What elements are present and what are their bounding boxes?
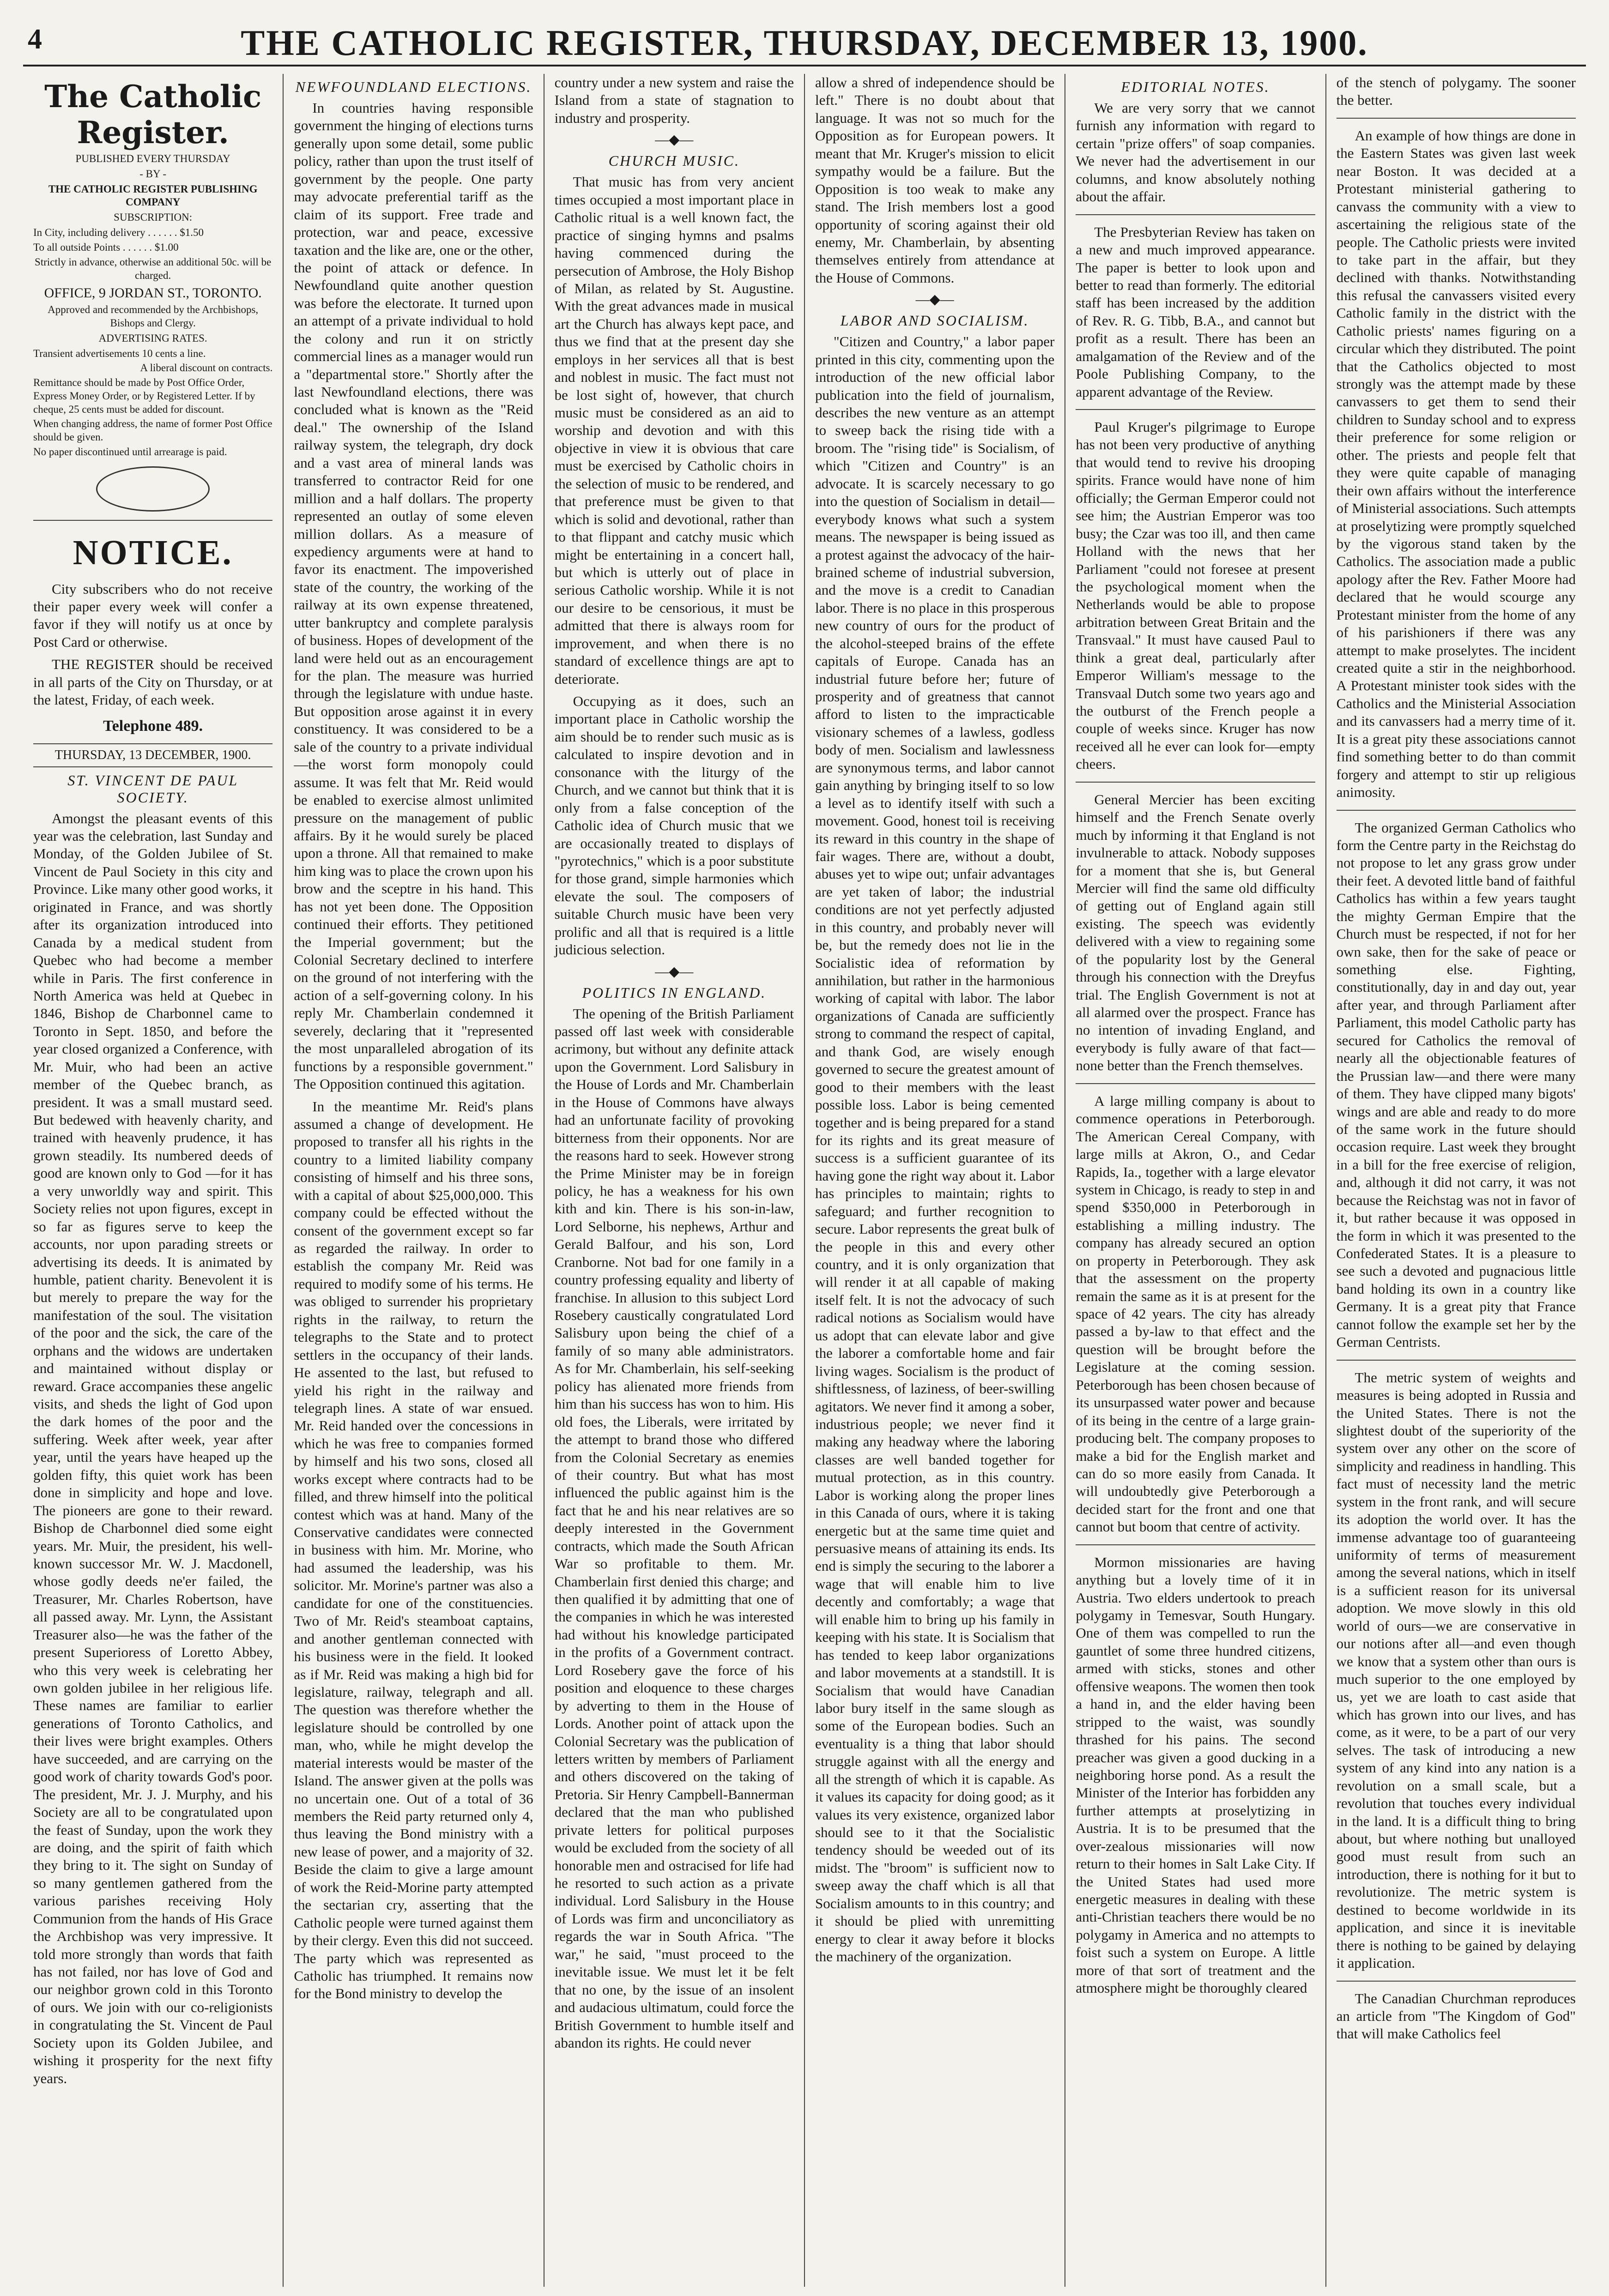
telephone-line: Telephone 489. — [103, 717, 203, 735]
divider — [1076, 214, 1315, 215]
divider — [1076, 1083, 1315, 1084]
column-5 — [1065, 74, 1326, 2287]
adv-line: Remittance should be made by Post Office Order, Express Money Order, or by Registered Letter. If by cheque, 25 cents must be added for discount. — [33, 377, 255, 415]
divider — [33, 520, 272, 521]
adv-line: Transient advertisements 10 cents a line. — [33, 347, 206, 359]
article-paragraph: The organized German Catholics who form the Centre party in the Reichstag do not propose to let any grass grow under their feet. A devoted little band of faithful Catholics has within a few years taught the mighty German Empire that the Church must be respected, if not for her own sake, then for the sake of peace or something else. Fighting, constitutionally, day in and day out, year after year, and through Parliament after Parliament, this model Catholic party has secured for Catholics the removal of nearly all the objectionable features of the Prussian law—and there were many of them. They have clipped many bigots' wings and are able and ready to do more of the same work in the future should occasion require. Last week they brought in a bill for the free exercise of religion, and, although it did not carry, it was not because the Reichstag was not in favor of it, but rather because it was opposed in the form in which it was presented to the Confederated States. It is a pleasure to see such a devoted and pugnacious little band holding its own in a country like Germany. It is a great pity that France cannot follow the example set her by the German Centrists. — [1336, 819, 1576, 1350]
divider — [1076, 782, 1315, 783]
article-paragraph: Amongst the pleasant events of this year was the celebration, last Sunday and Monday, of the Golden Jubilee of St. Vincent de Paul Society in this city and Province. Like many other good works, it originated in France, and was shortly after its organization introduced into Canada by a medical student from Quebec who had become a member while in Paris. The first conference in North America was held at Quebec in 1846, Bishop de Charbonnel came to Toronto in Sept. 1850, and before the year closed organized a Conference, with Mr. Muir, who had been an active member of the Quebec branch, as president. It was a small mustard seed. But bedewed with heavenly charity, and trained with heavenly prudence, it has grown steadily. Its numbered deeds of good are known only to God —for it has a very unworldly way and spirit. This Society relies not upon figures, except in so far as figures serve to keep the accounts, nor upon parading streets or advertising its deeds. It is animated by humble, patient charity. Benevolent it is but merely to prepare the way for the manifestation of the soul. The visitation of the poor and the sick, the care of the orphans and the widows are undertaken and maintained without display or reward. Grace accompanies these angelic visits, and sheds the light of God upon the dark homes of the poor and the suffering. Week after week, year after year, until the years have heaped up the golden fifty, this quiet work has been done in simplicity and hope and love. The pioneers are gone to their reward. Bishop de Charbonnel died some eight years. Mr. Muir, the president, his well-known successor Mr. W. J. Macdonell, whose godly deeds ne'er failed, the Treasurer, Mr. Charles Robertson, have all passed away. Mr. Lynn, the Assistant Treasurer also—he was the father of the present Superioress of Loretto Abbey, who this very week is celebrating her own golden jubilee in her religious life. These names are familiar to earlier generations of Toronto Catholics, and their lives were bright examples. Others have succeeded, and are carrying on the good work of charity towards God's poor. The president, Mr. J. J. Murphy, and his Society are all to be congratulated upon the feast of Sunday, upon the work they are doing, and the spirit of faith which they bring to it. The sight on Sunday of so many gentlemen gathered from the various parishes receiving Holy Communion from the hands of His Grace the Archbishop was very impressive. It told more strongly than words that faith has not failed, nor has love of God and our neighbor grown cold in this Toronto of ours. We join with our co-religionists in congratulating the St. Vincent de Paul Society upon its Golden Jubilee, and wishing it prosperity for the next fifty years. — [33, 810, 273, 2086]
article-heading: POLITICS IN ENGLAND. — [582, 984, 767, 1001]
masthead — [23, 18, 1586, 66]
article-paragraph: General Mercier has been exciting himself and the French Senate overly much by informing it that England is not invulnerable to attack. Nobody supposes for a moment that she is, but General Mercier will find the same old difficulty of getting out of England again still existing. The speech was evidently delivered with a view to regaining some of the popularity lost by the General through his connection with the Dreyfus trial. The English Government is not at all alarmed over the prospect. France has no intention of invading England, and everybody is fully aware of that fact—none better than the French themselves. — [1076, 791, 1315, 1074]
article-paragraph: An example of how things are done in the Eastern States was given last week near Boston. It was decided at a Protestant ministerial gathering to canvass the community with a view to ascertaining the religious state of the people. The Catholic priests were invited to take part in the affair, but they declined with thanks. Notwithstanding this refusal the canvassers visited every Catholic family in the district with the Catholic priests' names figuring on a circular which they distributed. The point that the Catholics objected to most strongly was the attempt made by these canvassers to get them to send their children to Sunday school and to express their preference for some religion or other. The priests and people felt that they were quite capable of managing their own affairs without the interference of Ministerial associations. Such attempts at proselytizing were promptly squelched by the vigorous stand taken by the Catholics. The association made a public apology after the Rev. Father Moore had declared that he would scourge any Protestant minister from the home of any of his parishioners if there was any attempt to make proselytes. The incident created quite a stir in the neighborhood. A Protestant minister took sides with the Catholics and the Ministerial Association and its canvassers had a merry time of it. It is a great pity these associations cannot find something better to do than commit forgery and attempt to stir up religious animosity. — [1336, 127, 1576, 801]
divider — [1337, 118, 1576, 119]
divider — [1337, 1360, 1576, 1361]
divider — [1076, 1544, 1315, 1545]
divider — [1337, 810, 1576, 811]
by-line: - BY - — [139, 168, 167, 180]
divider — [1337, 1981, 1576, 1982]
page-number: 4 — [28, 24, 42, 55]
sub-outside: To all outside Points . . . . . . $1.00 — [33, 241, 179, 253]
article-paragraph: Paul Kruger's pilgrimage to Europe has not been very productive of anything that would tend to revive his drooping spirits. France would have none of him officially; the German Emperor could not see him; the Austrian Emperor was too busy; the Czar was too ill, and then came Holland with the news that her Parliament "could not foresee at present the psychological moment when the Netherlands would be able to propose arbitration between Great Britain and the Transvaal." It must have caused Paul to think a great deal, particularly after Emperor William's message to the Transvaal Dutch some two years ago and the outburst of the French people a couple of weeks since. Kruger has now received all he ever can look for—empty cheers. — [1076, 419, 1315, 772]
company-line: THE CATHOLIC REGISTER PUBLISHING COMPANY — [48, 183, 258, 208]
adv-line: A liberal discount on contracts. — [140, 362, 273, 374]
subscription-head: SUBSCRIPTION: — [114, 211, 193, 223]
article-paragraph: We are very sorry that we cannot furnish any information with regard to certain "prize offers" of soap companies. We never had the advertisement in our columns, and know absolutely nothing about the affair. — [1076, 100, 1315, 205]
office-line: OFFICE, 9 JORDAN ST., TORONTO. — [44, 285, 262, 301]
article-heading: LABOR AND SOCIALISM. — [840, 312, 1029, 329]
ornament-divider: —◆— — [655, 964, 694, 979]
notice-text: THE REGISTER should be received in all parts of the City on Thursday, or at the latest, Friday, of each week. — [33, 656, 273, 708]
ornamental-seal — [96, 466, 210, 512]
sub-city: In City, including delivery . . . . . . $1.50 — [33, 226, 204, 238]
article-paragraph: Mormon missionaries are having anything but a lovely time of it in Austria. Two elders undertook to preach polygamy in Temesvar, South Hungary. One of them was compelled to run the gauntlet of some three hundred citizens, armed with sticks, stones and other offensive weapons. The women then took a hand in, and the elder having been stripped to the waist, was soundly thrashed for his pains. The second preacher was given a good ducking in a neighboring horse pond. As a result the Minister of the Interior has forbidden any further attempts at proselytizing in Austria. It is to be presumed that the over-zealous missionaries will now return to their homes in Salt Lake City. If the United States had used more energetic measures in dealing with these anti-Christian teachers there would be no polygamy in America and no attempts to foist such a system on Europe. A little more of that sort of treatment and the atmosphere might be thoroughly cleared — [1076, 1554, 1315, 1996]
sub-note: Strictly in advance, otherwise an additional 50c. will be charged. — [35, 256, 272, 281]
article-paragraph: That music has from very ancient times occupied a most important place in Catholic ritual is a well known fact, the practice of singing hymns and psalms having commenced during the persecution of Ambrose, the Holy Bishop of Milan, as related by St. Augustine. With the great advances made in musical art the Church has always kept pace, and thus we find that at the present day she employs in her services all that is best and noblest in music. The fact must not be lost sight of, however, that church music must be considered as an aid to worship and devotion and with this objective in view it is obvious that care must be exercised by Catholic choirs in the selection of music to be rendered, and that preference must be given to that which is solid and devotional, rather than to that flippant and catchy music which might be entertaining in a concert hall, but which is utterly out of place in serious Catholic worship. While it is not our desire to be censorious, it must be admitted that there is always room for improvement, and when there is no standard of excellence things are apt to deteriorate. — [554, 174, 794, 687]
masthead-title: THE CATHOLIC REGISTER, THURSDAY, DECEMBER 13, 1900. — [241, 23, 1368, 63]
ornament-divider: —◆— — [655, 132, 694, 148]
column-2 — [284, 74, 544, 2287]
column-3 — [544, 74, 805, 2287]
ornament-divider: —◆— — [915, 292, 954, 307]
adv-line: When changing address, the name of former Post Office should be given. — [33, 418, 272, 443]
article-paragraph: In countries having responsible government the hinging of elections turns generally upon some detail, some public policy, rather than upon the trust itself of government by the people. One party may advocate preferential tariff as the claim of its support. Free trade and protection, war and peace, excessive taxation and the like are, one or the other, the point of attack or defence. In Newfoundland quite another question was before the electorate. It turned upon an attempt of a private individual to hold the colony and run it on strictly commercial lines as a manager would run a "departmental store." Shortly after the last Newfoundland elections, there was concluded what is known as the "Reid deal." The ownership of the Island railway system, the telegraph, dry dock and a vast area of mineral lands was transferred to contractor Reid for one million and a half dollars. The property represented an outlay of some eleven million dollars. As a measure of expediency arguments were at hand to favor its enactment. The impoverished state of the country, the working of the railway at its own expense threatened, utter bankruptcy and complete paralysis of business. Hopes of development of the land were held out as an encouragement for the plan. The measure was hurried through the legislature with undue haste. But opposition arose against it in every constituency. It was considered to be a sale of the country to a private individual—the worst form monopoly could assume. It was felt that Mr. Reid would be enabled to exercise almost unlimited pressure on the management of public affairs. By it he would surely be placed upon a throne. All that remained to make him king was to place the crown upon his brow and the sceptre in his hand. This has not yet been done. The Opposition continued their efforts. They petitioned the Imperial government; but the Colonial Secretary declined to interfere on the ground of not interfering with the action of a self-governing colony. In his reply Mr. Chamberlain condemned it severely, declaring that it "represented the most unparalleled abrogation of its functions by a responsible government." The Opposition continued this agitation. — [294, 100, 533, 1092]
column-4 — [805, 74, 1065, 2287]
adv-head: ADVERTISING RATES. — [98, 332, 207, 344]
divider — [1076, 409, 1315, 410]
article-paragraph: Occupying as it does, such an important place in Catholic worship the aim should be to render such music as is calculated to inspire devotion and in consonance with the liturgy of the Church, and we cannot but think that it is only from a false conception of the Catholic idea of Church music that we are occasionally treated to displays of "pyrotechnics," which is a poor substitute for those grand, simple harmonies which elevate the soul. The composers of suitable Church music have been very prolific and all that is required is a little judicious selection. — [554, 693, 794, 958]
published-line: PUBLISHED EVERY THURSDAY — [75, 153, 230, 164]
approved-line: Approved and recommended by the Archbishops, Bishops and Clergy. — [48, 304, 259, 329]
notice-text: City subscribers who do not receive their paper every week will confer a favor if they will notify us at once by Post Card or otherwise. — [33, 580, 273, 650]
nameplate: The Catholic Register. — [44, 78, 262, 151]
adv-line: No paper discontinued until arrearage is paid. — [33, 446, 227, 458]
article-paragraph: A large milling company is about to commence operations in Peterborough. The American Cereal Company, with large mills at Akron, O., and Cedar Rapids, Ia., together with a large elevator system in Chicago, is ready to step in and spend $350,000 in Peterborough in establishing a milling industry. The company has already secured an option on property in Peterborough. They ask that the assessment on the property remain the same as it is at present for the space of 42 years. The city has already passed a by-law to that effect and the question will be brought before the Legislature at the coming session. Peterborough has been chosen because of its unsurpassed water power and because of its being in the centre of a large grain-producing belt. The company proposes to make a bid for the English market and can do so more easily from Canada. It will undoubtedly give Peterborough a decided start for the front and one that cannot but boom that centre of activity. — [1076, 1092, 1315, 1535]
article-paragraph: country under a new system and raise the Island from a state of stagnation to industry and prosperity. — [554, 74, 794, 126]
article-paragraph: of the stench of polygamy. The sooner the better. — [1336, 74, 1576, 108]
article-paragraph: "Citizen and Country," a labor paper printed in this city, commenting upon the introduction of the new official labor publication into the field of journalism, describes the new venture as an attempt to sweep back the rising tide with a broom. The "rising tide" is Socialism, of which "Citizen and Country" is an advocate. It is scarcely necessary to go into the question of Socialism in detail—everybody knows what such a system means. The newspaper is being issued as a protest against the advocacy of the hair-brained scheme of industrial subversion, and the move is a credit to Canadian labor. There is no place in this prosperous new country of ours for the product of the alcohol-steeped brains of the effete capitals of Europe. Canada has an industrial future before her; future of prosperity and of greatness that cannot afford to listen to the impracticable visionary schemes of a lawless, godless body of men. Socialism and lawlessness are synonymous terms, and labor cannot gain anything by bringing itself to so low a level as to identify itself with such a movement. Good, honest toil is receiving its reward in this country in the shape of fair wages. There are, without a doubt, abuses yet to wipe out; unfair advantages are yet taken of labor; the industrial conditions are not yet perfectly adjusted in this country, and probably never will be, but the remedy does not lie in the Socialistic idea of reformation by annihilation, but rather in the harmonious working of capital with labor. The labor organizations of Canada are sufficiently strong to command the respect of capital, and thank God, are wisely enough governed to secure the greatest amount of good to their members with the least possible loss. Labor is being cemented together and is being prepared for a stand for its rights and its great measure of success is a sufficient guarantee of its having gone the right way about it. Labor has principles to maintain; rights to safeguard; and further recognition to secure. Labor represents the great bulk of the people in this and every other country, and it is only organization that will render it at all capable of making itself felt. It is not the advocacy of such radical notions as Socialism would have us adopt that can elevate labor and give the laborer a comfortable home and fair living wages. Socialism is the product of shiftlessness, of laziness, of beer-swilling agitators. We never find it among a sober, industrious people; we never find it making any headway where the laboring classes are well banded together for mutual protection, as in this country. Labor is working along the proper lines in this Canada of ours, where it is taking energetic but at the same time quiet and persuasive means of attaining its ends. Its end is simply the securing to the laborer a wage that will enable him to live decently and comfortably; a wage that will enable him to bring up his family in keeping with his state. It is Socialism that has tended to keep labor organizations and labor movements at a standstill. It is Socialism that would have Canadian labor bury itself in the same slough as some of the European bodies. Such an eventuality is a thing that labor should struggle against with all the energy and all the strength of which it is capable. As it values its capacity for doing good; as it values its very existence, organized labor should see to it that the Socialistic tendency should be weeded out of its midst. The "broom" is sufficient now to sweep away the chaff which is all that Socialism amounts to in this country; and it should be plied with unremitting energy to clear it away before it blocks the machinery of the organization. — [815, 333, 1055, 1965]
columns — [23, 74, 1586, 2287]
article-paragraph: allow a shred of independence should be left." There is no doubt about that language. It was not so much for the Opposition as for European powers. It meant that Mr. Kruger's mission to elicit sympathy would be a failure. But the Opposition is too weak to make any stand. The Irish members lost a good opportunity of scoring against their old enemy, Mr. Chamberlain, by absenting themselves entirely from attendance at the House of Commons. — [815, 74, 1055, 286]
article-paragraph: The opening of the British Parliament passed off last week with considerable acrimony, but without any definite attack upon the Government. Lord Salisbury in the House of Lords and Mr. Chamberlain in the House of Commons have always had an unfortunate facility of provoking bitterness from their opponents. Nor are the reasons hard to seek. However strong the Prime Minister may be in foreign policy, he has a weakness for his own kith and kin. There is his son-in-law, Lord Selborne, his nephews, Arthur and Gerald Balfour, and his son, Lord Cranborne. Not bad for one family in a country professing equality and liberty of franchise. In allusion to this subject Lord Rosebery caustically congratulated Lord Salisbury upon being the chief of a family of so many able administrators. As for Mr. Chamberlain, his self-seeking policy has alienated more friends from him than his success has won to him. His old foes, the Liberals, were irritated by the attempt to brand those who differed from the Colonial Secretary as enemies of their country. But what has most influenced the public against him is the fact that he and his near relatives are so deeply interested in the Government contracts, which made the South African War so profitable to them. Mr. Chamberlain first denied this charge; and then qualified it by admitting that one of the companies in which he was interested had without his knowledge participated in the profits of a Government contract. Lord Rosebery gave the force of his position and eloquence to these charges by adverting to them in the House of Lords. Another point of attack upon the Colonial Secretary was the publication of letters written by members of Parliament and others discovered on the taking of Pretoria. Sir Henry Campbell-Bannerman declared that the man who published private letters for political purposes would be excluded from the society of all honorable men and ostracised for life had he resorted to such action as a private individual. Lord Salisbury in the House of Lords was firm and unconciliatory as regards the war in South Africa. "The war," he said, "must proceed to the inevitable issue. We must let it be felt that no one, by the issue of an insolent and audacious ultimatum, could force the British Government to humble itself and abandon its rights. He could never — [554, 1005, 794, 2051]
dateline: THURSDAY, 13 DECEMBER, 1900. — [33, 743, 272, 767]
article-heading: NEWFOUNDLAND ELECTIONS. — [295, 78, 532, 95]
article-paragraph: In the meantime Mr. Reid's plans assumed a change of development. He proposed to transfer all his rights in the country to a limited liability company consisting of himself and his three sons, with a capital of about $25,000,000. This company could be effected without the consent of the government except so far as regarded the railway. In order to establish the company Mr. Reid was required to modify some of his terms. He was obliged to surrender his proprietary rights in the railway, to return the telegraphs to the State and to protect settlers in the occupancy of their lands. He assented to the last, but refused to yield his right in the railway and telegraph lines. A state of war ensued. Mr. Reid handed over the concessions in which he was free to companies formed by himself and his two sons, closed all works except where contracts had to be filled, and threw himself into the political contest which was at hand. Many of the Conservative candidates were connected in business with him. Mr. Morine, who had assumed the leadership, was his solicitor. Mr. Morine's partner was also a candidate for one of the constituencies. Two of Mr. Reid's steamboat captains, and another gentleman connected with his business were in the field. It looked as if Mr. Reid was making a high bid for legislature, railway, telegraph and all. The question was therefore whether the legislature should be controlled by one man, who, while he might develop the material interests would be master of the Island. The answer given at the polls was no uncertain one. Out of a total of 36 members the Reid party returned only 4, thus leaving the Bond ministry with a new lease of power, and a majority of 32. Beside the claim to give a large amount of work the Reid-Morine party attempted the sectarian cry, asserting that the Catholic people were turned against them by their clergy. Even this did not succeed. The party which was represented as Catholic has triumphed. It remains now for the Bond ministry to develop the — [294, 1098, 533, 2002]
article-heading: EDITORIAL NOTES. — [1121, 78, 1270, 95]
column-6 — [1326, 74, 1586, 2287]
notice-title: NOTICE. — [73, 533, 233, 572]
article-paragraph: The Presbyterian Review has taken on a new and much improved appearance. The paper is better to look upon and better to read than formerly. The editorial staff has been increased by the addition of Rev. R. G. Tibb, B.A., and cannot but profit as a result. There has been an amalgamation of the Review and of the Poole Publishing Company, to the apparent advantage of the Review. — [1076, 223, 1315, 400]
article-heading: ST. VINCENT DE PAUL SOCIETY. — [67, 771, 239, 806]
article-paragraph: The Canadian Churchman reproduces an article from "The Kingdom of God" that will make Catholics feel — [1336, 1990, 1576, 2042]
article-paragraph: The metric system of weights and measures is being adopted in Russia and the United States. There is not the slightest doubt of the superiority of the system over any other on the score of simplicity and readiness in handling. This fact must of necessity land the metric system in the front rank, and will secure its adoption the world over. It has the immense advantage too of guaranteeing uniformity of terms of measurement among the several nations, which in itself is a sufficient reason for its universal adoption. We move slowly in this old world of ours—we are conservative in our notions after all—and even though we know that a system other than ours is much superior to the one employed by us, yet we are loath to cast aside that which has grown into our lives, and has come, as it were, to be a part of our very selves. The task of introducing a new system of any kind into any nation is a revolution on a small scale, but a revolution that touches every individual in the land. It is a difficult thing to bring about, but where nothing but unalloyed good must result from such an introduction, there is nothing for it but to revolutionize. The metric system is destined to become worldwide in its application, and since it is inevitable there is nothing to be gained by delaying it application. — [1336, 1369, 1576, 1971]
article-heading: CHURCH MUSIC. — [608, 152, 740, 169]
column-1 — [23, 74, 284, 2287]
